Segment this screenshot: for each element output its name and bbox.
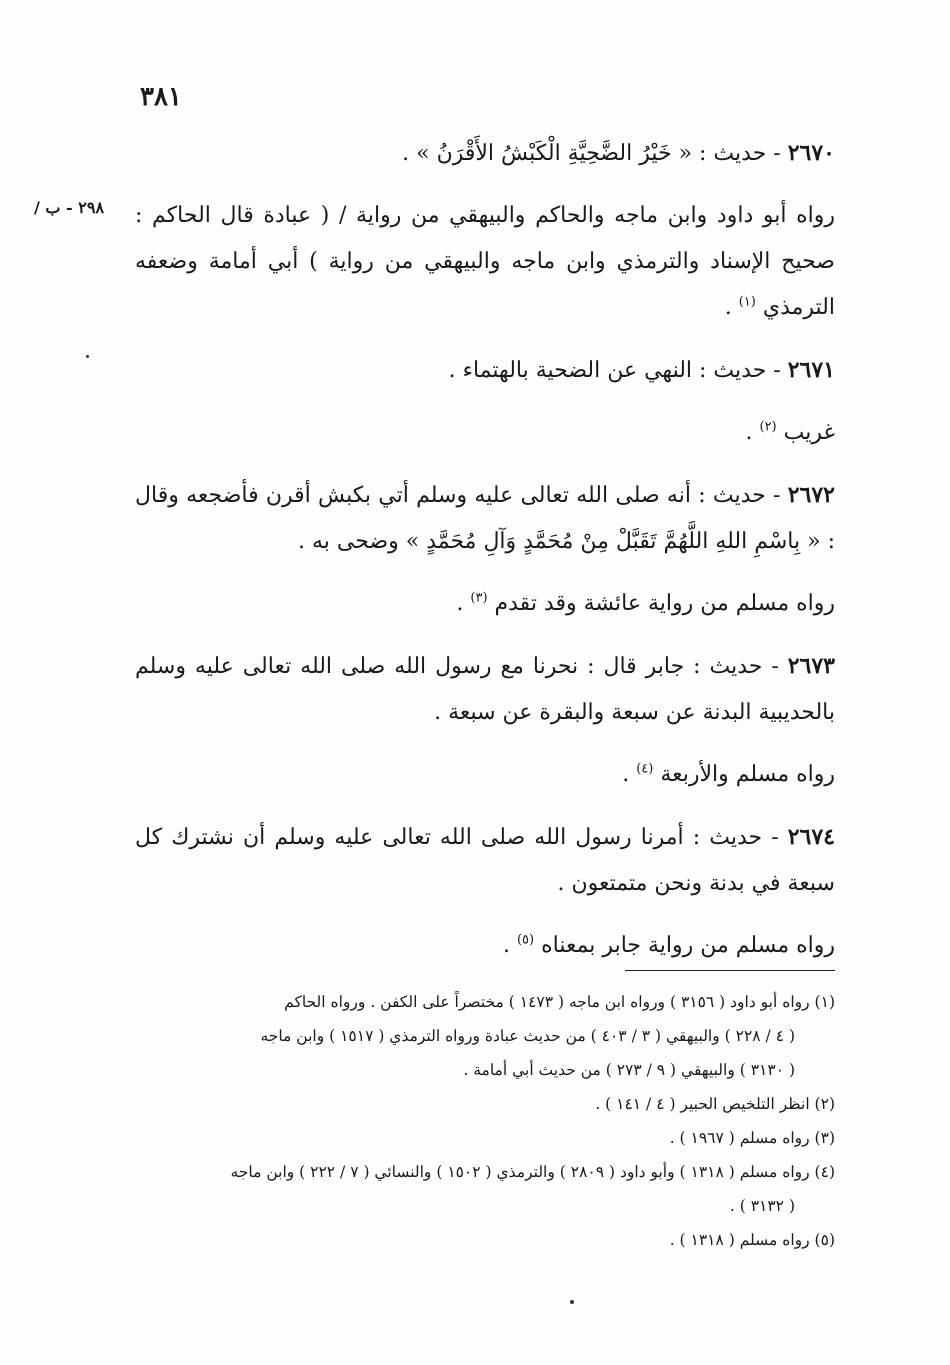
hadith-number: ٢٦٧٣	[787, 653, 835, 679]
footnote-1-cont: ( ٣١٣٠ ) والبيهقي ( ٩ / ٢٧٣ ) من حديث أبي أمامة .	[463, 1061, 795, 1079]
commentary-2674	[135, 923, 835, 969]
main-text	[135, 130, 835, 985]
hadith-number: ٢٦٧٢	[787, 482, 835, 508]
footnote-4: (٤) رواه مسلم ( ١٣١٨ ) وأبو داود ( ٢٨٠٩ ) والترمذي ( ١٥٠٢ ) والنسائي ( ٧ / ٢٢٢ ) وابن ماجه	[230, 1163, 835, 1181]
footnote-2: (٢) انظر التلخيص الحبير ( ٤ / ١٤١ ) .	[595, 1095, 835, 1113]
hadith-number: ٢٦٧١	[787, 357, 835, 383]
footnote-ref[interactable]: (٤)	[636, 761, 654, 777]
hadith-text: - حديث : النهي عن الضحية بالهتماء .	[448, 358, 781, 383]
period: .	[502, 933, 517, 958]
footnote-ref[interactable]: (٣)	[470, 590, 488, 606]
hadith-2674	[135, 814, 835, 907]
footnotes	[135, 985, 835, 1257]
footnote-1-cont: ( ٤ / ٢٢٨ ) والبيهقي ( ٣ / ٤٠٣ ) من حديث عبادة ورواه الترمذي ( ١٥١٧ ) وابن ماجه	[260, 1027, 795, 1045]
period: .	[456, 591, 471, 616]
commentary-text: رواه أبو داود وابن ماجه والحاكم والبيهقي من رواية / ( عبادة قال الحاكم : صحيح الإسناد والترمذي وابن ماجه والبيهقي من رواية ) أبي أمامة وضعفه الترمذي	[135, 203, 835, 320]
hadith-text: - حديث : أمرنا رسول الله صلى الله تعالى عليه وسلم أن نشترك كل سبعة في بدنة ونحن متمتعون .	[135, 825, 835, 896]
page-number: ٣٨١	[140, 82, 182, 112]
hadith-text: - حديث : أنه صلى الله تعالى عليه وسلم أتي بكبش أقرن فأضجعه وقال : « بِاسْمِ اللهِ اللَّهُمَّ تَقَبَّلْ مِنْ مُحَمَّدٍ وَآلِ مُحَمَّدٍ » وضحى به .	[135, 483, 835, 554]
footnote-3: (٣) رواه مسلم ( ١٩٦٧ ) .	[669, 1129, 835, 1147]
period: .	[724, 295, 739, 320]
footnote-ref[interactable]: (١)	[738, 294, 756, 310]
period: .	[745, 420, 760, 445]
margin-note: ٢٩٨ - ب /	[34, 198, 105, 217]
footnote-ref[interactable]: (٢)	[759, 419, 777, 435]
commentary-text: غريب	[783, 420, 835, 445]
footnote-5: (٥) رواه مسلم ( ١٣١٨ ) .	[669, 1231, 835, 1249]
commentary-text: رواه مسلم والأربعة	[660, 762, 835, 787]
commentary-text: رواه مسلم من رواية عائشة وقد تقدم	[494, 591, 835, 616]
margin-mark	[86, 355, 89, 358]
footnote-ref[interactable]: (٥)	[516, 932, 535, 948]
hadith-2672	[135, 472, 835, 565]
commentary-2670	[135, 193, 835, 331]
commentary-2671	[135, 410, 835, 456]
commentary-2673	[135, 752, 835, 798]
page-mark	[570, 1300, 574, 1304]
hadith-number: ٢٦٧٤	[787, 824, 835, 850]
footnote-divider	[625, 970, 835, 971]
hadith-2673	[135, 643, 835, 736]
hadith-number: ٢٦٧٠	[787, 140, 835, 166]
hadith-text: - حديث : « خَيْرُ الضَّحِيَّةِ الْكَبْشُ الأَقْرَنُ » .	[402, 141, 781, 166]
hadith-text: - حديث : جابر قال : نحرنا مع رسول الله صلى الله تعالى عليه وسلم بالحديبية البدنة عن سبعة والبقرة عن سبعة .	[135, 654, 835, 725]
footnote-1: (١) رواه أبو داود ( ٣١٥٦ ) ورواه ابن ماجه ( ١٤٧٣ ) مختصراً على الكفن . ورواه الحاكم	[284, 993, 835, 1011]
hadith-2670	[135, 130, 835, 177]
period: .	[622, 762, 637, 787]
commentary-2672	[135, 581, 835, 627]
hadith-2671	[135, 347, 835, 394]
footnote-4-cont: ( ٣١٣٢ ) .	[729, 1197, 795, 1215]
commentary-text: رواه مسلم من رواية جابر بمعناه	[541, 933, 835, 958]
